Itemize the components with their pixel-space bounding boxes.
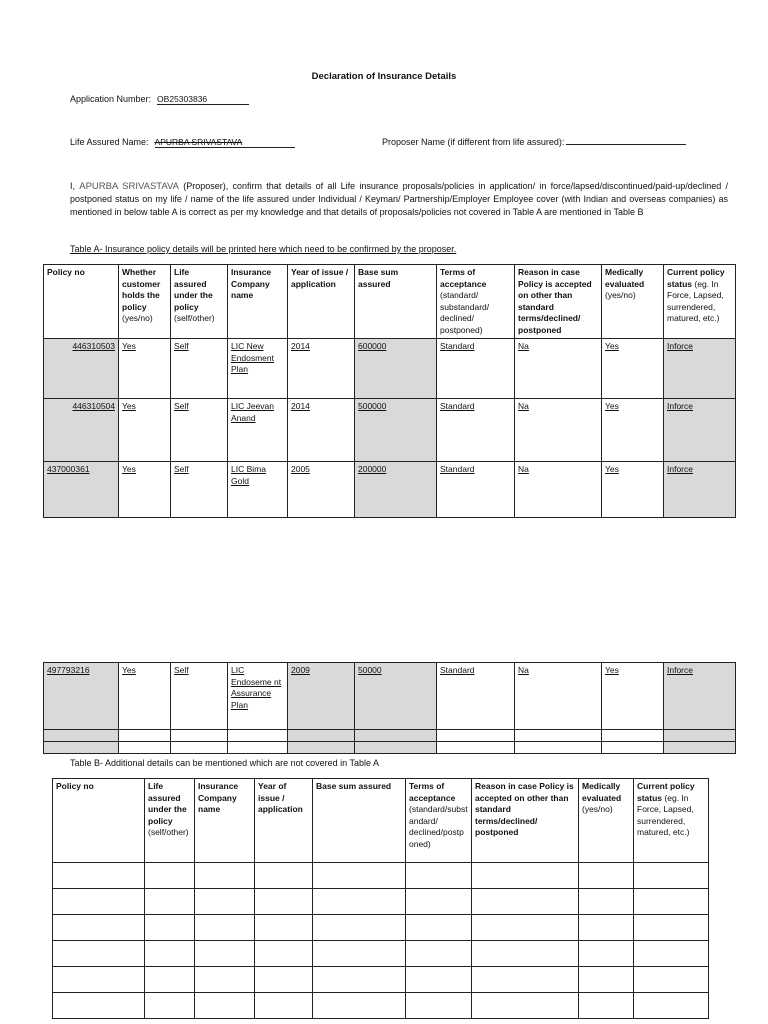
table-cell — [171, 730, 228, 742]
cell-value: 437000361 — [47, 464, 90, 474]
table-cell[interactable] — [195, 967, 255, 993]
table-cell — [288, 462, 355, 518]
table-cell[interactable] — [634, 915, 709, 941]
cell-value: Yes — [605, 464, 619, 474]
table-cell[interactable] — [195, 915, 255, 941]
table-cell — [437, 663, 515, 730]
table-cell[interactable] — [255, 967, 313, 993]
header-label: Base sum assured — [316, 781, 392, 791]
table-cell — [119, 339, 171, 399]
table-a — [43, 264, 736, 518]
header-label: Base sum assured — [358, 267, 399, 289]
table-cell[interactable] — [472, 941, 579, 967]
cell-value: 2014 — [291, 401, 310, 411]
header-cell — [53, 779, 145, 863]
declaration-text: (Proposer), confirm that details of all Life insurance proposals/policies in application/ in force/lapsed/discontinued/paid-up/declined / postponed status on my life / name of the life assured under Individual / Keyman/ Partnership/Employer Employee cover (with Indian and overseas companies) as mentioned in below table A is correct as per my knowledge and that details of proposals/policies not covered in Table A are mentioned in Table B — [70, 181, 728, 218]
table-cell[interactable] — [634, 889, 709, 915]
table-cell — [664, 742, 736, 754]
table-cell[interactable] — [313, 889, 406, 915]
table-cell — [515, 339, 602, 399]
declaration-prefix: I, — [70, 181, 80, 191]
table-cell — [355, 742, 437, 754]
cell-value: Inforce — [667, 665, 693, 675]
table-row-empty — [53, 915, 709, 941]
cell-value: 2009 — [291, 665, 310, 675]
cell-value: LIC Jeevan Anand — [231, 401, 274, 423]
cell-value: 2014 — [291, 341, 310, 351]
header-cell — [119, 265, 171, 339]
header-label: Current policy status — [637, 781, 695, 803]
table-cell[interactable] — [195, 941, 255, 967]
table-cell[interactable] — [255, 941, 313, 967]
header-label: Policy no — [56, 781, 94, 791]
table-row-empty — [44, 730, 736, 742]
table-row-empty — [53, 967, 709, 993]
table-cell — [288, 339, 355, 399]
table-cell — [288, 742, 355, 754]
cell-value: Self — [174, 401, 189, 411]
table-cell — [171, 742, 228, 754]
header-note: (yes/no) — [122, 313, 153, 323]
table-b-caption: Table B- Additional details can be mentioned which are not covered in Table A — [70, 758, 380, 768]
table-cell[interactable] — [579, 993, 634, 1019]
table-row-empty — [44, 742, 736, 754]
proposer-name-line — [382, 137, 686, 147]
table-cell — [664, 663, 736, 730]
table-cell — [602, 462, 664, 518]
proposer-name-value — [566, 144, 686, 145]
cell-value: Standard — [440, 665, 475, 675]
table-cell — [171, 399, 228, 462]
header-label: Life assured under the policy — [174, 267, 213, 312]
table-cell[interactable] — [145, 993, 195, 1019]
header-cell — [145, 779, 195, 863]
table-cell[interactable] — [634, 941, 709, 967]
cell-value: 50000 — [358, 665, 382, 675]
table-cell[interactable] — [145, 915, 195, 941]
header-cell — [313, 779, 406, 863]
table-cell — [515, 742, 602, 754]
cell-value: LIC Endoseme nt Assurance Plan — [231, 665, 282, 710]
table-cell[interactable] — [313, 863, 406, 889]
table-a-continued — [43, 662, 736, 754]
header-label: Year of issue / application — [291, 267, 349, 289]
table-cell — [437, 462, 515, 518]
header-label: Policy no — [47, 267, 85, 277]
table-cell — [664, 730, 736, 742]
table-cell — [171, 663, 228, 730]
table-row-empty — [53, 889, 709, 915]
table-cell[interactable] — [313, 967, 406, 993]
header-label: Medically evaluated — [582, 781, 622, 803]
cell-value: Yes — [122, 341, 136, 351]
table-b — [52, 778, 709, 1019]
cell-value: Inforce — [667, 464, 693, 474]
header-note: (self/other) — [148, 827, 189, 837]
table-cell[interactable] — [406, 863, 472, 889]
table-cell[interactable] — [53, 993, 145, 1019]
cell-value: Inforce — [667, 401, 693, 411]
table-cell — [44, 339, 119, 399]
table-cell — [664, 399, 736, 462]
header-cell — [355, 265, 437, 339]
cell-value: Yes — [605, 401, 619, 411]
table-cell — [355, 663, 437, 730]
table-cell[interactable] — [472, 915, 579, 941]
table-cell[interactable] — [472, 889, 579, 915]
table-cell[interactable] — [53, 889, 145, 915]
header-label: Medically evaluated — [605, 267, 645, 289]
table-cell — [664, 462, 736, 518]
cell-value: 497793216 — [47, 665, 90, 675]
header-cell — [44, 265, 119, 339]
table-cell[interactable] — [195, 889, 255, 915]
cell-value: Na — [518, 464, 529, 474]
table-row — [44, 462, 736, 518]
table-cell — [44, 742, 119, 754]
cell-value: Yes — [122, 665, 136, 675]
table-cell — [602, 742, 664, 754]
table-cell — [171, 462, 228, 518]
header-note: (self/other) — [174, 313, 215, 323]
cell-value: Self — [174, 341, 189, 351]
header-cell — [288, 265, 355, 339]
table-cell[interactable] — [145, 941, 195, 967]
cell-value: Yes — [122, 401, 136, 411]
table-cell[interactable] — [406, 967, 472, 993]
table-row — [44, 339, 736, 399]
table-cell[interactable] — [255, 889, 313, 915]
table-cell[interactable] — [313, 915, 406, 941]
table-cell[interactable] — [145, 967, 195, 993]
cell-value: LIC Bima Gold — [231, 464, 266, 486]
table-row-empty — [53, 863, 709, 889]
table-cell — [119, 399, 171, 462]
cell-value: Yes — [605, 665, 619, 675]
header-label: Insurance Company name — [198, 781, 239, 814]
table-cell[interactable] — [406, 993, 472, 1019]
table-cell[interactable] — [406, 915, 472, 941]
cell-value: Standard — [440, 464, 475, 474]
cell-value: Na — [518, 401, 529, 411]
cell-value: Na — [518, 665, 529, 675]
header-cell — [515, 265, 602, 339]
header-cell — [664, 265, 736, 339]
application-number-line — [70, 94, 249, 105]
table-row-empty — [53, 993, 709, 1019]
table-cell — [515, 663, 602, 730]
cell-value: 446310503 — [72, 341, 115, 351]
header-cell — [195, 779, 255, 863]
header-note: (standard/substandard/ declined/postponed) — [409, 804, 468, 849]
table-cell[interactable] — [255, 915, 313, 941]
table-cell[interactable] — [634, 863, 709, 889]
header-label: Current policy status — [667, 267, 725, 289]
table-cell[interactable] — [579, 967, 634, 993]
table-cell — [228, 742, 288, 754]
table-row-empty — [53, 941, 709, 967]
header-label: Insurance Company name — [231, 267, 272, 300]
table-cell — [355, 462, 437, 518]
cell-value: 500000 — [358, 401, 387, 411]
life-assured-value: APURBA SRIVASTAVA — [155, 137, 295, 148]
table-cell — [171, 339, 228, 399]
table-cell — [288, 663, 355, 730]
table-cell — [228, 399, 288, 462]
table-cell — [515, 730, 602, 742]
cell-value: LIC New Endosment Plan — [231, 341, 274, 374]
cell-value: 200000 — [358, 464, 387, 474]
table-cell[interactable] — [406, 941, 472, 967]
header-cell — [228, 265, 288, 339]
table-cell[interactable] — [579, 889, 634, 915]
table-cell[interactable] — [579, 915, 634, 941]
cell-value: Na — [518, 341, 529, 351]
table-cell — [228, 339, 288, 399]
table-cell[interactable] — [255, 993, 313, 1019]
table-cell[interactable] — [145, 889, 195, 915]
table-cell — [437, 339, 515, 399]
life-assured-label: Life Assured Name: — [70, 137, 149, 147]
table-cell — [602, 339, 664, 399]
header-note: (eg. In Force, Lapsed, surrendered, matured, etc.) — [667, 278, 724, 323]
table-cell[interactable] — [472, 967, 579, 993]
cell-value: 446310504 — [72, 401, 115, 411]
table-cell[interactable] — [255, 863, 313, 889]
table-cell — [119, 742, 171, 754]
cell-value: Standard — [440, 341, 475, 351]
header-cell — [602, 265, 664, 339]
header-cell — [634, 779, 709, 863]
cell-value: Standard — [440, 401, 475, 411]
life-assured-line — [70, 137, 295, 148]
header-label: Whether customer holds the policy — [122, 267, 161, 312]
table-cell — [515, 399, 602, 462]
application-number-value: OB25303836 — [157, 94, 249, 105]
header-note: (yes/no) — [582, 804, 613, 814]
table-b-header-row — [53, 779, 709, 863]
table-cell[interactable] — [53, 863, 145, 889]
cell-value: Self — [174, 665, 189, 675]
header-label: Terms of acceptance — [440, 267, 487, 289]
header-note: (eg. In Force, Lapsed, surrendered, matured, etc.) — [637, 792, 694, 837]
table-cell — [119, 730, 171, 742]
proposer-name-label: Proposer Name (if different from life assured): — [382, 137, 565, 147]
cell-value: 600000 — [358, 341, 387, 351]
table-cell — [602, 663, 664, 730]
table-cell[interactable] — [406, 889, 472, 915]
declaration-paragraph — [70, 180, 728, 220]
table-cell — [355, 399, 437, 462]
cell-value: Yes — [122, 464, 136, 474]
table-cell — [44, 663, 119, 730]
table-cell[interactable] — [195, 993, 255, 1019]
table-cell[interactable] — [53, 915, 145, 941]
table-cell — [228, 730, 288, 742]
header-cell — [472, 779, 579, 863]
cell-value: Yes — [605, 341, 619, 351]
table-cell[interactable] — [579, 863, 634, 889]
table-a-header-row — [44, 265, 736, 339]
table-cell — [437, 399, 515, 462]
table-cell — [664, 339, 736, 399]
table-cell — [602, 730, 664, 742]
table-cell[interactable] — [53, 941, 145, 967]
table-cell — [355, 339, 437, 399]
table-row — [44, 399, 736, 462]
table-cell — [119, 663, 171, 730]
table-cell[interactable] — [195, 863, 255, 889]
header-cell — [255, 779, 313, 863]
table-cell[interactable] — [313, 941, 406, 967]
table-cell — [288, 730, 355, 742]
table-cell[interactable] — [472, 863, 579, 889]
table-cell[interactable] — [313, 993, 406, 1019]
header-label: Reason in case Policy is accepted on other than standard terms/declined/ postponed — [475, 781, 574, 837]
table-cell — [228, 462, 288, 518]
header-label: Terms of acceptance — [409, 781, 456, 803]
table-cell — [515, 462, 602, 518]
table-cell[interactable] — [634, 993, 709, 1019]
header-label: Reason in case Policy is accepted on other than standard terms/declined/ postponed — [518, 267, 592, 335]
application-number-label: Application Number: — [70, 94, 152, 104]
table-cell — [437, 730, 515, 742]
table-cell — [44, 399, 119, 462]
header-label: Year of issue / application — [258, 781, 303, 814]
table-cell — [119, 462, 171, 518]
table-cell — [44, 730, 119, 742]
table-cell — [44, 462, 119, 518]
cell-value: Self — [174, 464, 189, 474]
declaration-name: APURBA SRIVASTAVA — [79, 181, 179, 192]
header-cell — [171, 265, 228, 339]
cell-value: 2005 — [291, 464, 310, 474]
header-note: (yes/no) — [605, 290, 636, 300]
header-cell — [406, 779, 472, 863]
table-cell[interactable] — [145, 863, 195, 889]
header-note: (standard/ substandard/ declined/ postponed) — [440, 290, 490, 335]
header-cell — [579, 779, 634, 863]
table-row — [44, 663, 736, 730]
table-cell[interactable] — [634, 967, 709, 993]
document-title: Declaration of Insurance Details — [311, 71, 457, 82]
table-cell — [228, 663, 288, 730]
table-cell[interactable] — [579, 941, 634, 967]
table-cell — [355, 730, 437, 742]
table-cell — [602, 399, 664, 462]
table-cell[interactable] — [472, 993, 579, 1019]
table-cell — [288, 399, 355, 462]
table-a-caption: Table A- Insurance policy details will be printed here which need to be confirmed by the proposer. — [70, 244, 457, 254]
header-cell — [437, 265, 515, 339]
table-cell[interactable] — [53, 967, 145, 993]
table-cell — [437, 742, 515, 754]
header-label: Life assured under the policy — [148, 781, 187, 826]
cell-value: Inforce — [667, 341, 693, 351]
